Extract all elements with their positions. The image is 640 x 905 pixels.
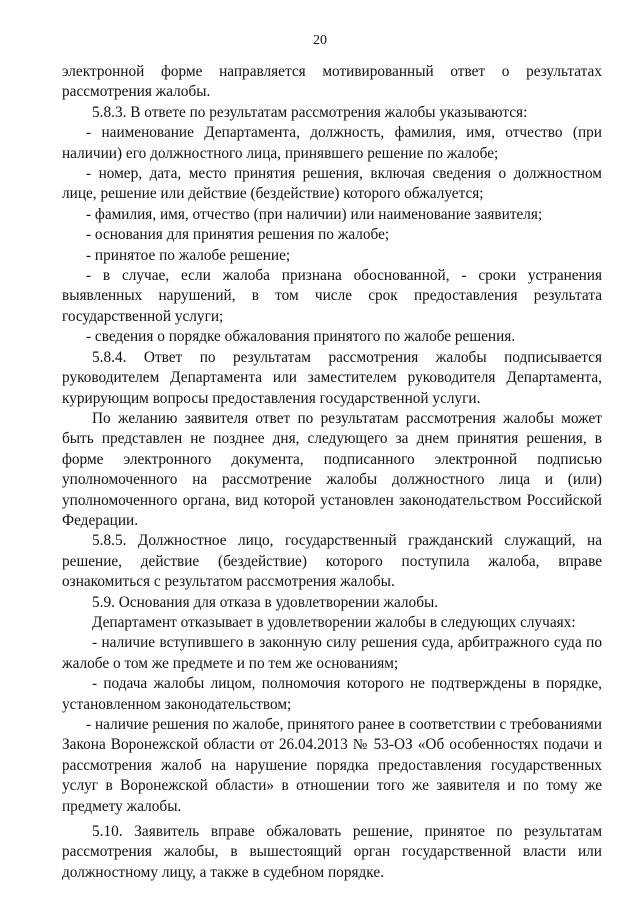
list-item-applicant-name: - фамилия, имя, отчество (при наличии) или наименование заявителя; [86,205,543,223]
paragraph-5-8-5: 5.8.5. Должностное лицо, государственный гражданский служащий, на решение, действие (бездействие) которого поступила жалоба, вправе ознакомиться с результатом рассмотрения жалобы. [62,532,602,591]
list-item-court-decision: - наличие вступившего в законную силу решения суда, арбитражного суда по жалобе о том же предмете и по тем же основаниям; [62,634,602,672]
document-body [62,62,602,883]
paragraph-electronic-form-answer: электронной форме направляется мотивированный ответ о результатах рассмотрения жалобы. [62,63,602,101]
paragraph-electronic-answer: По желанию заявителя ответ по результатам рассмотрения жалобы может быть представлен не позднее дня, следующего за днем принятия решения, в форме электронного документа, подписанного электронной подписью уполномоченного на рассмотрение жалобы должностного лица и (или) уполномоченного органа, вид которой установлен законодательством Российской Федерации. [62,409,602,529]
list-item-decision-number-date: - номер, дата, место принятия решения, включая сведения о должностном лице, решение или действие (бездействие) которого обжалуется; [62,165,602,203]
list-item-violation-elimination: - в случае, если жалоба признана обоснованной, - сроки устранения выявленных нарушений, в том числе срок предоставления результата государственной услуги; [62,267,602,325]
list-item-appeal-procedure: - сведения о порядке обжалования принятого по жалобе решения. [86,328,516,346]
list-item-decision-taken: - принятое по жалобе решение; [86,246,291,264]
paragraph-5-9: 5.9. Основания для отказа в удовлетворении жалобы. [92,593,439,611]
list-item-department-name: - наименование Департамента, должность, фамилия, имя, отчество (при наличии) его должностного лица, принявшего решение по жалобе; [62,124,602,162]
paragraph-5-10: 5.10. Заявитель вправе обжаловать решение, принятое по результатам рассмотрения жалобы, в вышестоящий орган государственной власти или должностному лицу, а также в судебном порядке. [62,823,602,881]
paragraph-5-8-3: 5.8.3. В ответе по результатам рассмотрения жалобы указываются: [92,103,528,121]
list-item-unconfirmed-authority: - подача жалобы лицом, полномочия которого не подтверждены в порядке, установленном законодательством; [62,675,602,713]
list-item-decision-grounds: - основания для принятия решения по жалобе; [86,226,390,244]
paragraph-refusal-intro: Департамент отказывает в удовлетворении жалобы в следующих случаях: [92,613,576,631]
list-item-prior-decision: - наличие решения по жалобе, принятого ранее в соответствии с требованиями Закона Воронежской области от 26.04.2013 № 53-ОЗ «Об особенностях подачи и рассмотрения жалоб на нарушение порядка предоставления государственных услуг в Воронежской области» в отношении того же заявителя и по тому же предмету жалобы. [62,716,602,815]
page-number: 20 [313,33,327,48]
paragraph-5-8-4: 5.8.4. Ответ по результатам рассмотрения жалобы подписывается руководителем Департамента или заместителем руководителя Департамента, курирующим вопросы предоставления государственной услуги. [62,348,602,407]
